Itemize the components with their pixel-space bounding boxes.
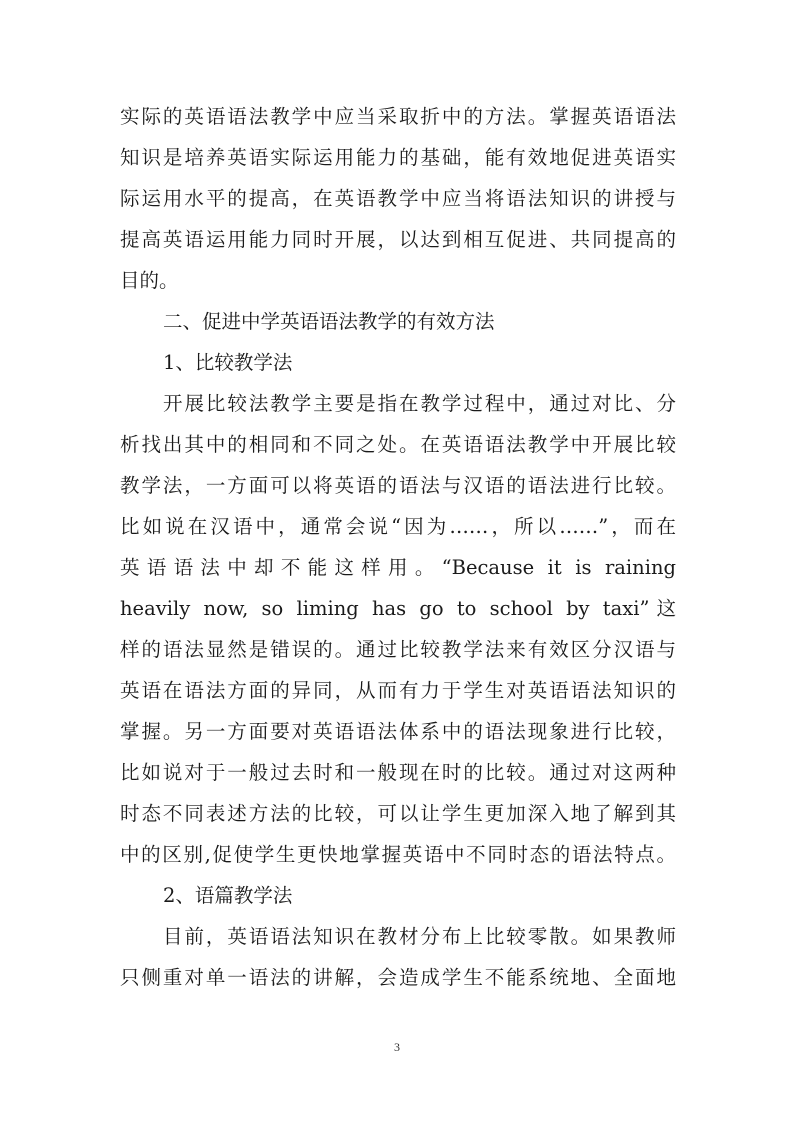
paragraph-line: 目前，英语语法知识在教材分布上比较零散。如果教师: [163, 925, 676, 948]
paragraph-line: 英语语法中却不能这样用。“Because it is raining: [120, 556, 676, 579]
subsection-heading: 2、语篇教学法: [163, 884, 293, 907]
paragraph-line: 教学法，一方面可以将英语的语法与汉语的语法进行比较。: [120, 474, 676, 497]
subsection-heading: 1、比较教学法: [163, 351, 293, 374]
paragraph-line: 际运用水平的提高，在英语教学中应当将语法知识的讲授与: [120, 187, 676, 210]
paragraph-line: 英语在语法方面的异同，从而有力于学生对英语语法知识的: [120, 679, 676, 702]
paragraph-line: 比如说对于一般过去时和一般现在时的比较。通过对这两种: [120, 761, 676, 784]
paragraph-line: 时态不同表述方法的比较，可以让学生更加深入地了解到其: [120, 802, 676, 825]
paragraph-line: 知识是培养英语实际运用能力的基础，能有效地促进英语实: [120, 146, 676, 169]
paragraph-line: 实际的英语语法教学中应当采取折中的方法。掌握英语语法: [120, 105, 676, 128]
paragraph-line: 样的语法显然是错误的。通过比较教学法来有效区分汉语与: [120, 638, 676, 661]
paragraph-line: 比如说在汉语中，通常会说“因为……，所以……”，而在: [120, 515, 676, 538]
section-heading: 二、促进中学英语语法教学的有效方法: [163, 310, 495, 333]
paragraph-line: 只侧重对单一语法的讲解，会造成学生不能系统地、全面地: [120, 966, 676, 989]
paragraph-line: 中的区别,促使学生更快地掌握英语中不同时态的语法特点。: [120, 843, 676, 866]
paragraph-line: 目的。: [120, 269, 179, 292]
paragraph-line: 开展比较法教学主要是指在教学过程中，通过对比、分: [163, 392, 676, 415]
page-number: 3: [394, 1040, 400, 1054]
paragraph-line: heavily now, so liming has go to school by taxi”这: [120, 597, 676, 620]
paragraph-line: 析找出其中的相同和不同之处。在英语语法教学中开展比较: [120, 433, 676, 456]
body-text: [120, 96, 676, 998]
paragraph-line: 掌握。另一方面要对英语语法体系中的语法现象进行比较，: [120, 720, 676, 743]
paragraph-line: 提高英语运用能力同时开展，以达到相互促进、共同提高的: [120, 228, 676, 251]
